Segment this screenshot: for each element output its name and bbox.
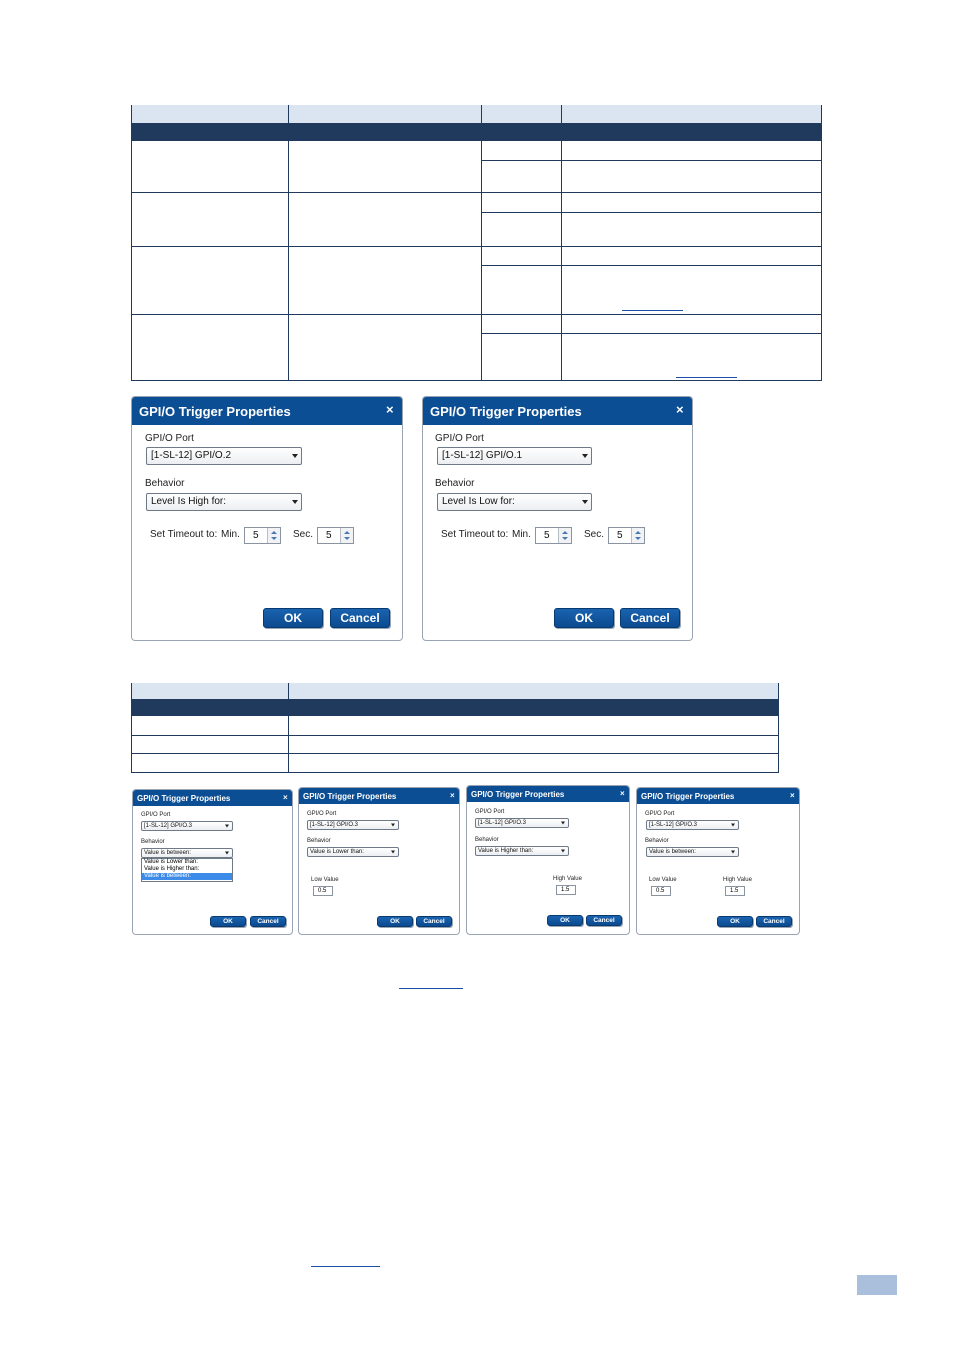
chevron-down-icon [561,850,565,853]
gpio-trigger-dialog-dropdown [132,789,293,935]
close-icon[interactable]: × [283,793,288,802]
close-icon[interactable]: × [790,791,795,800]
dropdown-option[interactable]: Value is Lower than: [144,859,198,865]
ok-button[interactable]: OK [263,608,323,628]
table-1-subrow-line [481,212,822,213]
table-1-col-line [288,105,289,381]
behavior-label: Behavior [475,837,499,843]
min-spinner[interactable] [244,527,281,544]
arrow-up-icon[interactable] [562,531,568,534]
behavior-label: Behavior [145,478,185,489]
dialog-title: GPI/O Trigger Properties [133,790,292,806]
sec-spinner[interactable] [608,527,645,544]
gpio-port-value: [1-SL-12] GPI/O.3 [649,822,698,828]
high-value-input[interactable]: 1.5 [725,886,745,896]
gpio-trigger-dialog-higher [466,785,630,935]
table-1-border-left [131,105,132,381]
gpio-port-select[interactable] [141,821,233,831]
table-1-subrow-line [481,265,822,266]
gpio-port-label: GPI/O Port [435,433,484,444]
dialog-title: GPI/O Trigger Properties [637,788,799,804]
table-2-col-line [288,683,289,773]
cancel-button[interactable]: Cancel [416,916,452,927]
cancel-button[interactable]: Cancel [586,915,622,926]
table-1-row-line [131,192,822,193]
timeout-label: Set Timeout to: [441,529,509,540]
behavior-value: Level Is Low for: [442,496,515,507]
high-value-label: High Value [723,877,752,883]
chevron-down-icon [225,825,229,828]
min-value: 5 [253,530,259,541]
min-spinner[interactable] [535,527,572,544]
gpio-port-value: [1-SL-12] GPI/O.3 [144,823,193,829]
gpio-trigger-dialog-between [636,787,800,935]
dialog-title: GPI/O Trigger Properties [467,786,629,802]
text-link[interactable] [399,988,463,989]
arrow-up-icon[interactable] [344,531,350,534]
cancel-button[interactable]: Cancel [620,608,680,628]
chevron-down-icon [225,852,229,855]
gpio-port-value: [1-SL-12] GPI/O.3 [310,822,359,828]
high-value-input[interactable]: 1.5 [556,885,576,895]
behavior-value: Value is Higher than: [478,848,534,854]
behavior-value: Value is Lower than: [310,849,364,855]
gpio-port-label: GPI/O Port [475,809,505,815]
behavior-value: Level Is High for: [151,496,227,507]
arrow-up-icon[interactable] [271,531,277,534]
behavior-label: Behavior [141,839,165,845]
chevron-down-icon [391,851,395,854]
table-2-row-line [131,753,779,754]
arrow-down-icon[interactable] [635,537,641,540]
behavior-label: Behavior [307,838,331,844]
arrow-down-icon[interactable] [344,537,350,540]
table-1-subrow-line [481,333,822,334]
min-label: Min. [512,529,531,540]
ok-button[interactable]: OK [547,915,583,926]
close-icon[interactable]: × [386,402,394,417]
table-2-border-left [131,683,132,773]
gpio-port-value: [1-SL-12] GPI/O.3 [478,820,527,826]
high-value-label: High Value [553,876,582,882]
gpio-port-label: GPI/O Port [145,433,194,444]
chevron-down-icon [292,454,298,458]
ok-button[interactable]: OK [554,608,614,628]
behavior-label: Behavior [435,478,475,489]
behavior-select[interactable] [307,847,399,857]
table-2-row-line [131,735,779,736]
behavior-value: Value is between: [144,850,191,856]
dropdown-option-selected[interactable]: Value is between: [142,873,232,880]
timeout-label: Set Timeout to: [150,529,218,540]
arrow-down-icon[interactable] [271,537,277,540]
dialog-title: GPI/O Trigger Properties [299,788,459,804]
table-1-subrow-line [481,160,822,161]
table-1-col-line [561,105,562,381]
close-icon[interactable]: × [620,789,625,798]
sec-label: Sec. [584,529,605,540]
sec-spinner[interactable] [317,527,354,544]
chevron-down-icon [292,500,298,504]
chevron-down-icon [731,851,735,854]
close-icon[interactable]: × [450,791,455,800]
table-1-row-line [131,314,822,315]
table-2-border-bottom [131,772,779,773]
table-1-col-line [481,105,482,381]
sec-value: 5 [617,530,623,541]
table-1-link[interactable] [622,310,683,311]
table-1-link[interactable] [676,377,737,378]
chevron-down-icon [561,822,565,825]
low-value-label: Low Value [311,877,339,883]
gpio-port-select[interactable] [437,447,592,465]
cancel-button[interactable]: Cancel [756,916,792,927]
chevron-down-icon [731,824,735,827]
text-link[interactable] [311,1266,380,1267]
dropdown-option[interactable]: Value is Higher than: [144,866,200,872]
table-1-header-top [131,105,822,123]
behavior-dropdown-list[interactable] [141,858,233,882]
gpio-trigger-dialog-lower [298,787,460,935]
gpio-port-label: GPI/O Port [307,811,337,817]
min-label: Min. [221,529,240,540]
gpio-trigger-dialog-low [422,396,693,641]
gpio-port-value: [1-SL-12] GPI/O.2 [151,450,232,461]
chevron-down-icon [582,500,588,504]
table-1-row-line [131,246,822,247]
low-value-label: Low Value [649,877,677,883]
behavior-value: Value is between: [649,849,696,855]
ok-button[interactable]: OK [377,916,413,927]
gpio-port-value: [1-SL-12] GPI/O.1 [442,450,523,461]
spinner-buttons[interactable] [558,528,571,543]
low-value-input[interactable]: 0.5 [651,886,671,896]
gpio-port-select[interactable] [475,818,569,828]
chevron-down-icon [582,454,588,458]
page-number-tab [857,1275,897,1295]
behavior-label: Behavior [645,838,669,844]
cancel-button[interactable]: Cancel [250,916,286,927]
behavior-select[interactable] [437,493,592,511]
gpio-port-label: GPI/O Port [141,812,171,818]
dialog-title: GPI/O Trigger Properties [423,397,692,425]
table-2-header-top [131,683,779,699]
gpio-port-select[interactable] [146,447,302,465]
ok-button[interactable]: OK [717,916,753,927]
table-2-border-right [778,683,779,773]
table-2-header [131,699,779,716]
behavior-select[interactable] [146,493,302,511]
cancel-button[interactable]: Cancel [330,608,390,628]
chevron-down-icon [391,824,395,827]
gpio-port-label: GPI/O Port [645,811,675,817]
sec-label: Sec. [293,529,314,540]
gpio-trigger-dialog-high [131,396,403,641]
table-1-header [131,123,822,141]
spinner-buttons[interactable] [631,528,644,543]
sec-value: 5 [326,530,332,541]
arrow-up-icon[interactable] [635,531,641,534]
behavior-select[interactable] [141,848,233,858]
ok-button[interactable]: OK [210,916,246,927]
gpio-port-select[interactable] [646,820,739,830]
min-value: 5 [544,530,550,541]
table-1-border-right [821,105,822,381]
arrow-down-icon[interactable] [562,537,568,540]
table-1-border-bottom [131,380,822,381]
spinner-buttons[interactable] [340,528,353,543]
low-value-input[interactable]: 0.5 [313,886,333,896]
gpio-port-select[interactable] [307,820,399,830]
behavior-select[interactable] [475,846,569,856]
close-icon[interactable]: × [676,402,684,417]
spinner-buttons[interactable] [267,528,280,543]
behavior-select[interactable] [646,847,739,857]
dialog-title: GPI/O Trigger Properties [132,397,402,425]
